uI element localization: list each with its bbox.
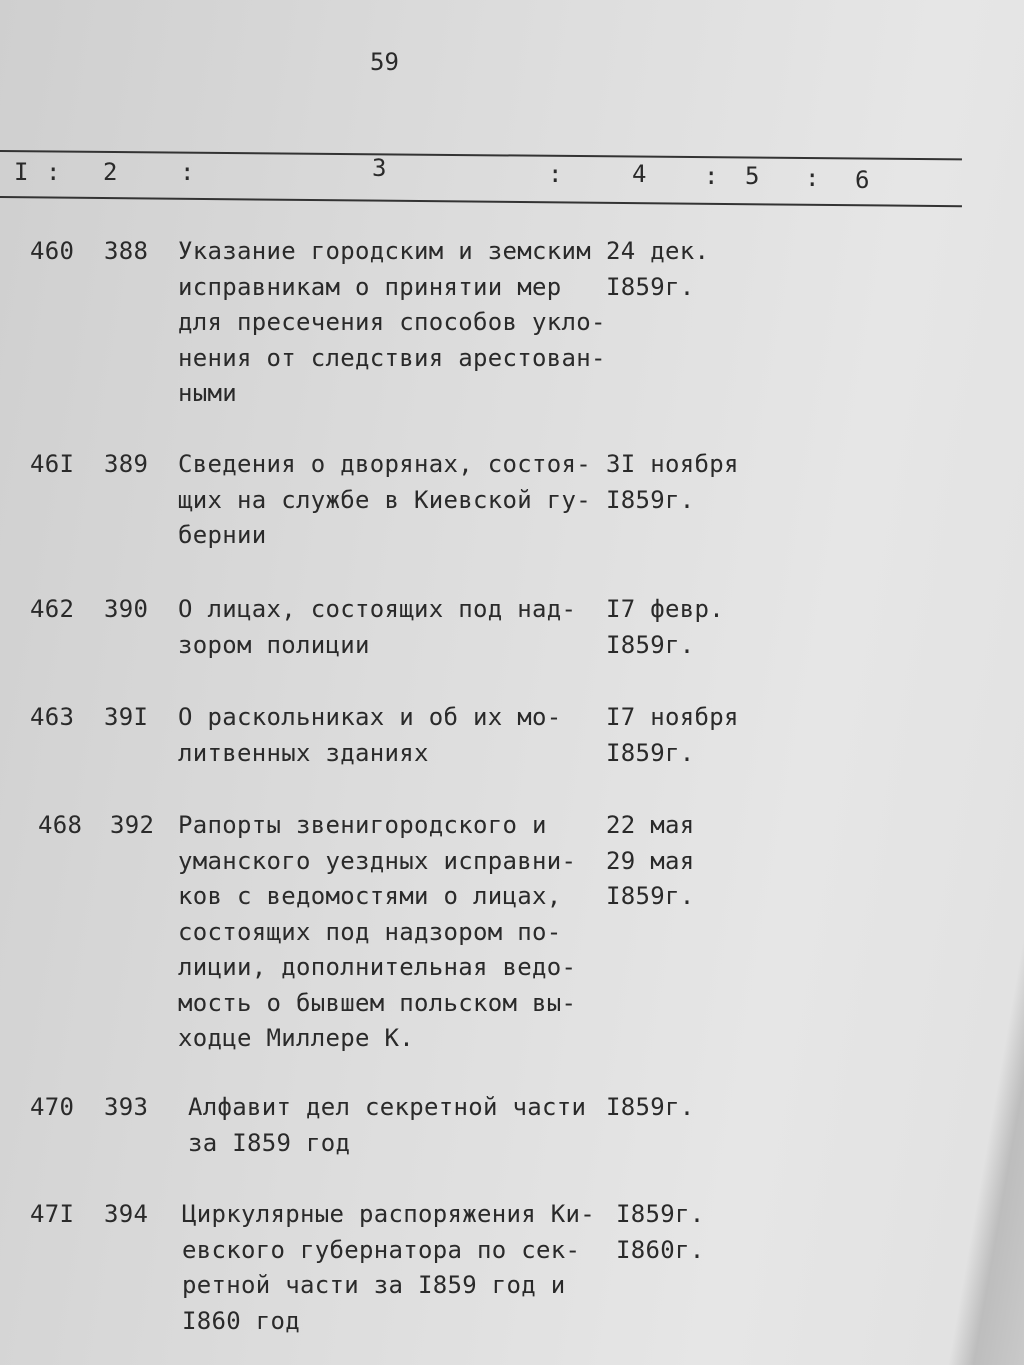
case-number: 394 [104,1200,149,1228]
case-number: 39I [104,703,149,731]
case-number: 389 [104,450,149,478]
title-line: Указание городским и земским [178,237,591,265]
title-line: евского губернатора по сек- [182,1235,581,1264]
title-line: за I859 год [188,1128,351,1157]
date-line: 29 мая [606,846,695,875]
header-col-1: I [14,158,29,186]
title-line: О раскольниках и об их мо- [178,703,562,731]
date-line: I859г. [606,485,695,514]
header-col-3: 3 [372,154,387,182]
title-line: ков с ведомостями о лицах, [178,882,562,910]
title-line: О лицах, состоящих под над- [178,595,577,623]
date-line: I859г. [616,1200,705,1228]
title-line: литвенных зданиях [178,738,429,767]
date-line: I859г. [606,272,695,301]
title-line: I860 год [182,1306,300,1335]
title-line: состоящих под надзором по- [178,917,562,946]
header-bottom-rule [0,196,962,207]
case-number: 388 [104,237,149,265]
title-line: бернии [178,521,267,549]
date-line: 3I ноября [606,450,739,478]
header-sep: : [704,162,719,190]
case-number: 392 [110,811,155,839]
title-line: Циркулярные распоряжения Ки- [182,1200,595,1228]
page-number: 59 [370,48,399,76]
header-sep: : [46,158,61,186]
title-line: для пресечения способов укло- [178,308,606,336]
date-line: I859г. [606,1093,695,1121]
row-number: 462 [30,595,75,623]
title-line: Сведения о дворянах, состоя- [178,450,591,478]
header-sep: : [180,158,195,186]
title-line: Рапорты звенигородского и [178,811,547,839]
date-line: I859г. [606,882,695,910]
date-line: I859г. [606,738,695,767]
row-number: 463 [30,703,75,731]
row-number: 468 [38,811,83,839]
date-line: 22 мая [606,811,695,839]
title-line: ными [178,379,237,407]
title-line: лиции, дополнительная ведо- [178,953,577,981]
date-line: I860г. [616,1235,705,1264]
header-sep: : [805,164,820,192]
date-line: 24 дек. [606,237,710,265]
title-line: ретной части за I859 год и [182,1271,566,1299]
row-number: 46I [30,450,75,478]
title-line: уманского уездных исправни- [178,846,577,875]
row-number: 470 [30,1093,75,1121]
header-col-4: 4 [632,160,647,188]
title-line: Алфавит дел секретной части [188,1093,587,1121]
case-number: 390 [104,595,149,623]
header-col-2: 2 [103,158,118,186]
title-line: мость о бывшем польском вы- [178,988,577,1017]
row-number: 47I [30,1200,75,1228]
title-line: зором полиции [178,630,370,659]
title-line: нения от следствия арестован- [178,343,606,372]
title-line: исправникам о принятии мер [178,272,562,301]
header-top-rule [0,150,962,160]
title-line: щих на службе в Киевской гу- [178,485,591,514]
header-col-5: 5 [745,162,760,190]
case-number: 393 [104,1093,149,1121]
title-line: ходце Миллере К. [178,1024,414,1052]
date-line: I859г. [606,630,695,659]
date-line: I7 ноября [606,703,739,731]
date-line: I7 февр. [606,595,724,623]
row-number: 460 [30,237,75,265]
header-sep: : [548,160,563,188]
header-col-6: 6 [855,166,870,194]
